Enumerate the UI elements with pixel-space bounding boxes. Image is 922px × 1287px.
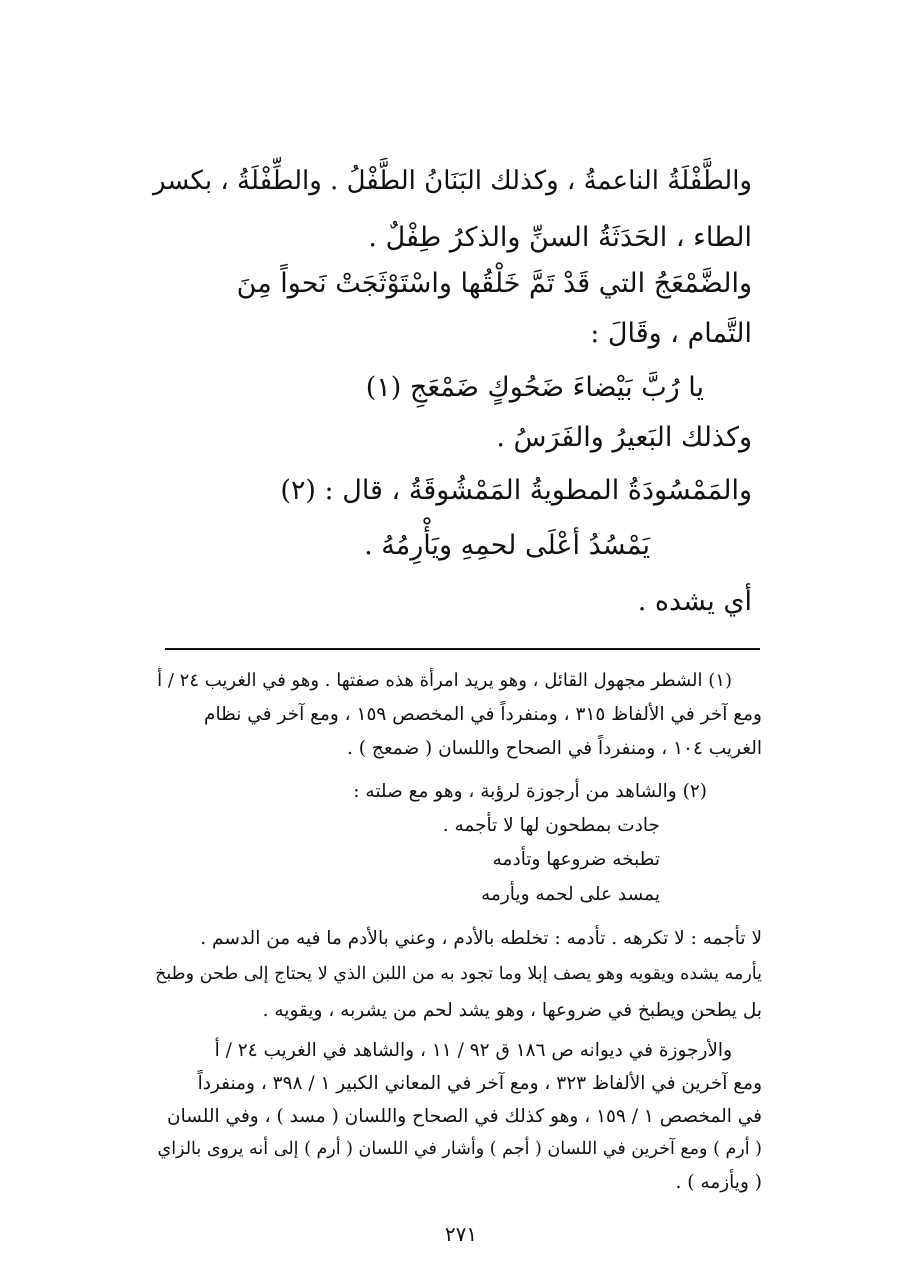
footnote-line-8: لا تأجمه : لا تكرهه . تأدمه : تخلطه بالأدم ، وعني بالأدم ما فيه من الدسم .: [200, 928, 762, 949]
body-line-7: والمَمْسُودَةُ المطويةُ المَمْشُوقَةُ ، قال : (٢): [280, 475, 752, 506]
body-line-4: التَّمام ، وقَالَ :: [590, 318, 752, 349]
footnote-line-14: ( أرم ) ومع آخرين في اللسان ( أجم ) وأشار في اللسان ( أرم ) إلى أنه يروى بالزاي: [157, 1139, 762, 1159]
body-line-1: والطَّفْلَةُ الناعمةُ ، وكذلك البَنَانُ الطَّفْلُ . والطِّفْلَةُ ، بكسر: [152, 166, 752, 196]
verse-line-1: يا رُبَّ بَيْضاءَ ضَحُوكٍ ضَمْعَجِ (١): [365, 372, 704, 403]
footnote-verse-3: يمسد على لحمه ويأرمه: [481, 884, 660, 905]
body-line-6: وكذلك البَعيرُ والفَرَسُ .: [496, 422, 752, 453]
footnote-separator: [165, 648, 760, 650]
footnote-line-12: ومع آخرين في الألفاظ ٣٢٣ ، ومع آخر في المعاني الكبير ١ / ٣٩٨ ، ومنفرداً: [197, 1073, 762, 1094]
footnote-line-10: بل يطحن ويطبخ في ضروعها ، وهو يشد لحم من يشربه ، ويقويه .: [262, 1000, 762, 1021]
footnote-line-3: الغريب ١٠٤ ، ومنفرداً في الصحاح واللسان ( ضمعج ) .: [347, 738, 762, 759]
footnote-line-15: ( ويأزمه ) .: [675, 1172, 762, 1193]
body-line-2: الطاء ، الحَدَثَةُ السنِّ والذكرُ طِفْلٌ .: [368, 222, 752, 253]
footnote-line-9: يأرمه يشده ويقويه وهو يصف إبلا وما تجود به من اللبن الذي لا يحتاج إلى طحن وطبخ: [155, 964, 762, 984]
footnote-verse-2: تطبخه ضروعها وتأدمه: [492, 849, 660, 870]
body-line-3: والضَّمْعَجُ التي قَدْ تَمَّ خَلْقُها واسْتَوْثَجَتْ نَحواً مِنَ: [236, 268, 752, 299]
footnote-line-11: والأرجوزة في ديوانه ص ١٨٦ ق ٩٢ / ١١ ، والشاهد في الغريب ٢٤ / أ: [214, 1040, 732, 1061]
footnote-line-13: في المخصص ١ / ١٥٩ ، وهو كذلك في الصحاح واللسان ( مسد ) ، وفي اللسان: [167, 1106, 762, 1127]
footnote-line-2: ومع آخر في الألفاظ ٣١٥ ، ومنفرداً في المخصص ١٥٩ ، ومع آخر في نظام: [204, 704, 762, 725]
footnote-line-4: (٢) والشاهد من أرجوزة لرؤبة ، وهو مع صلته :: [353, 781, 707, 802]
footnote-line-1: (١) الشطر مجهول القائل ، وهو يريد امرأة هذه صفتها . وهو في الغريب ٢٤ / أ: [157, 670, 732, 691]
body-line-9: أي يشده .: [637, 586, 752, 617]
page-number: ٢٧١: [444, 1222, 478, 1246]
footnote-verse-1: جادت بمطحون لها لا تأجمه .: [442, 815, 660, 836]
verse-line-2: يَمْسُدُ أعْلَى لحمِهِ ويَأْرِمُهُ .: [364, 530, 650, 561]
